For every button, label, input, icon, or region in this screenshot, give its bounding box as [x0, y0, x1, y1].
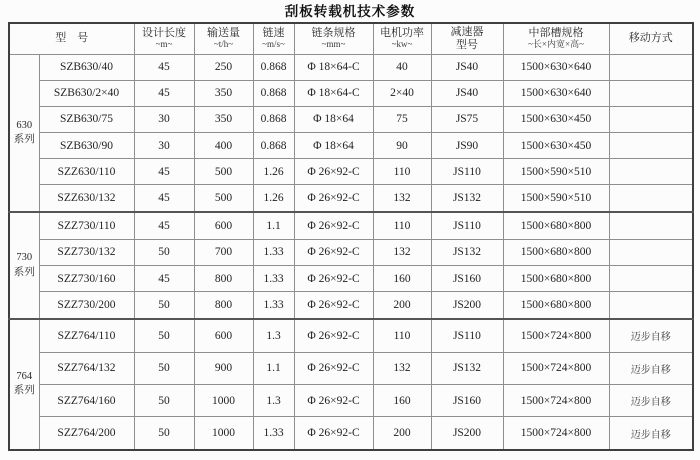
- cell-capacity: 350: [194, 106, 253, 132]
- cell-chain: Φ 26×92-C: [294, 185, 373, 212]
- cell-chain: Φ 18×64: [294, 133, 373, 159]
- cell-chain: Φ 18×64-C: [294, 80, 373, 106]
- cell-length: 45: [134, 212, 194, 239]
- group-label-764: [9, 319, 39, 450]
- header-label: 链速: [262, 27, 285, 40]
- cell-speed: 1.33: [253, 292, 294, 319]
- cell-power: 90: [373, 133, 431, 159]
- cell-chain: Φ 26×92-C: [294, 266, 373, 292]
- cell-move: 迈步自移: [609, 417, 693, 450]
- cell-length: 50: [134, 384, 194, 416]
- cell-model: SZZ764/200: [39, 417, 134, 450]
- table-row: [9, 212, 693, 239]
- page-title: 刮板转载机技术参数: [284, 4, 416, 19]
- cell-capacity: 500: [194, 159, 253, 185]
- cell-move: [609, 106, 693, 132]
- cell-trough: 1500×724×800: [503, 417, 609, 450]
- cell-model: SZZ730/132: [39, 239, 134, 265]
- cell-trough: 1500×630×640: [503, 54, 609, 80]
- table-row: [9, 319, 693, 352]
- cell-length: 50: [134, 319, 194, 352]
- cell-speed: 1.1: [253, 212, 294, 239]
- cell-length: 30: [134, 133, 194, 159]
- cell-capacity: 900: [194, 352, 253, 384]
- header-label: 型号: [456, 38, 478, 51]
- header-unit: ~mm~: [321, 39, 346, 50]
- col-header-speed: [253, 23, 294, 54]
- col-header-capacity: [194, 23, 253, 54]
- cell-trough: 1500×724×800: [503, 319, 609, 352]
- cell-speed: 1.33: [253, 266, 294, 292]
- cell-reducer: JS200: [431, 292, 503, 319]
- cell-move: [609, 212, 693, 239]
- cell-capacity: 400: [194, 133, 253, 159]
- cell-trough: 1500×630×640: [503, 80, 609, 106]
- cell-speed: 1.3: [253, 384, 294, 416]
- header-unit: ~t/h~: [213, 39, 234, 50]
- cell-trough: 1500×630×450: [503, 133, 609, 159]
- header-label: 移动方式: [628, 32, 673, 45]
- cell-move: [609, 292, 693, 319]
- cell-chain: Φ 26×92-C: [294, 319, 373, 352]
- header-unit: ~kw~: [391, 39, 413, 50]
- cell-speed: 1.26: [253, 159, 294, 185]
- cell-power: 132: [373, 185, 431, 212]
- cell-power: 2×40: [373, 80, 431, 106]
- cell-length: 50: [134, 239, 194, 265]
- cell-speed: 0.868: [253, 54, 294, 80]
- cell-reducer: JS110: [431, 212, 503, 239]
- cell-model: SZZ730/110: [39, 212, 134, 239]
- col-header-trough: [503, 23, 609, 54]
- cell-move: 迈步自移: [609, 352, 693, 384]
- cell-power: 200: [373, 292, 431, 319]
- cell-capacity: 250: [194, 54, 253, 80]
- group-label-730: [9, 212, 39, 319]
- cell-reducer: JS110: [431, 159, 503, 185]
- header-label: 设计长度: [142, 27, 186, 40]
- header-label: 型 号: [55, 32, 89, 45]
- cell-chain: Φ 26×92-C: [294, 212, 373, 239]
- group-suffix: 系列: [13, 266, 35, 278]
- cell-reducer: JS160: [431, 266, 503, 292]
- cell-reducer: JS75: [431, 106, 503, 132]
- cell-speed: 0.868: [253, 80, 294, 106]
- cell-power: 132: [373, 352, 431, 384]
- group-number: 730: [16, 252, 33, 264]
- cell-model: SZB630/2×40: [39, 80, 134, 106]
- cell-chain: Φ 26×92-C: [294, 292, 373, 319]
- cell-length: 50: [134, 292, 194, 319]
- cell-trough: 1500×680×800: [503, 239, 609, 265]
- cell-reducer: JS90: [431, 133, 503, 159]
- cell-move: [609, 185, 693, 212]
- cell-length: 45: [134, 54, 194, 80]
- cell-model: SZB630/90: [39, 133, 134, 159]
- table-row: [9, 292, 693, 319]
- cell-speed: 0.868: [253, 106, 294, 132]
- cell-move: [609, 159, 693, 185]
- cell-capacity: 500: [194, 185, 253, 212]
- cell-move: [609, 54, 693, 80]
- cell-length: 50: [134, 352, 194, 384]
- cell-reducer: JS132: [431, 239, 503, 265]
- group-suffix: 系列: [13, 133, 35, 145]
- cell-model: SZZ764/160: [39, 384, 134, 416]
- cell-length: 45: [134, 159, 194, 185]
- table-row: [9, 239, 693, 265]
- cell-model: SZZ730/160: [39, 266, 134, 292]
- cell-chain: Φ 26×92-C: [294, 159, 373, 185]
- cell-power: 110: [373, 159, 431, 185]
- cell-model: SZB630/40: [39, 54, 134, 80]
- cell-speed: 1.33: [253, 239, 294, 265]
- table-row: [9, 159, 693, 185]
- header-label: 链条规格: [311, 27, 356, 40]
- cell-reducer: JS132: [431, 352, 503, 384]
- table-row: [9, 384, 693, 416]
- cell-reducer: JS40: [431, 80, 503, 106]
- cell-reducer: JS110: [431, 319, 503, 352]
- cell-model: SZB630/75: [39, 106, 134, 132]
- cell-capacity: 600: [194, 319, 253, 352]
- col-header-power: [373, 23, 431, 54]
- table-row: [9, 106, 693, 132]
- header-label: 电机功率: [380, 27, 424, 40]
- cell-move: [609, 239, 693, 265]
- cell-speed: 1.33: [253, 417, 294, 450]
- table-row: [9, 352, 693, 384]
- table-row: [9, 185, 693, 212]
- table-row: [9, 266, 693, 292]
- cell-power: 132: [373, 239, 431, 265]
- cell-capacity: 350: [194, 80, 253, 106]
- header-unit: ~长×内宽×高~: [528, 39, 584, 50]
- cell-length: 45: [134, 266, 194, 292]
- cell-power: 110: [373, 212, 431, 239]
- cell-model: SZZ630/132: [39, 185, 134, 212]
- cell-move: [609, 80, 693, 106]
- header-unit: ~m/s~: [262, 39, 285, 50]
- cell-model: SZZ730/200: [39, 292, 134, 319]
- group-suffix: 系列: [13, 385, 35, 397]
- cell-power: 160: [373, 266, 431, 292]
- col-header-move: [609, 23, 693, 54]
- col-header-chain: [294, 23, 373, 54]
- cell-model: SZZ630/110: [39, 159, 134, 185]
- cell-move: [609, 133, 693, 159]
- table-row: [9, 417, 693, 450]
- cell-power: 110: [373, 319, 431, 352]
- table-row: [9, 80, 693, 106]
- spec-table: [8, 22, 694, 451]
- cell-trough: 1500×630×450: [503, 106, 609, 132]
- cell-chain: Φ 18×64-C: [294, 54, 373, 80]
- col-header-reducer: [431, 23, 503, 54]
- cell-trough: 1500×680×800: [503, 212, 609, 239]
- cell-length: 45: [134, 185, 194, 212]
- header-label: 中部槽规格: [528, 27, 584, 40]
- cell-power: 160: [373, 384, 431, 416]
- cell-capacity: 800: [194, 292, 253, 319]
- cell-trough: 1500×724×800: [503, 352, 609, 384]
- cell-reducer: JS40: [431, 54, 503, 80]
- cell-power: 200: [373, 417, 431, 450]
- cell-length: 30: [134, 106, 194, 132]
- cell-capacity: 800: [194, 266, 253, 292]
- group-number: 630: [16, 119, 33, 131]
- cell-move: 迈步自移: [609, 319, 693, 352]
- table-row: [9, 133, 693, 159]
- cell-trough: 1500×680×800: [503, 292, 609, 319]
- cell-power: 75: [373, 106, 431, 132]
- col-header-length: [134, 23, 194, 54]
- cell-reducer: JS132: [431, 185, 503, 212]
- cell-chain: Φ 26×92-C: [294, 239, 373, 265]
- group-number: 764: [16, 371, 33, 383]
- cell-move: 迈步自移: [609, 384, 693, 416]
- cell-length: 50: [134, 417, 194, 450]
- cell-chain: Φ 18×64: [294, 106, 373, 132]
- cell-capacity: 600: [194, 212, 253, 239]
- header-row: [9, 23, 693, 54]
- cell-length: 45: [134, 80, 194, 106]
- cell-capacity: 1000: [194, 417, 253, 450]
- cell-model: SZZ764/132: [39, 352, 134, 384]
- cell-trough: 1500×590×510: [503, 159, 609, 185]
- cell-trough: 1500×590×510: [503, 185, 609, 212]
- cell-model: SZZ764/110: [39, 319, 134, 352]
- cell-reducer: JS160: [431, 384, 503, 416]
- cell-trough: 1500×680×800: [503, 266, 609, 292]
- cell-speed: 1.26: [253, 185, 294, 212]
- table-row: [9, 54, 693, 80]
- header-label: 输送量: [207, 27, 240, 40]
- cell-speed: 1.3: [253, 319, 294, 352]
- col-header-model: [9, 23, 134, 54]
- cell-capacity: 700: [194, 239, 253, 265]
- cell-speed: 0.868: [253, 133, 294, 159]
- cell-power: 40: [373, 54, 431, 80]
- cell-chain: Φ 26×92-C: [294, 384, 373, 416]
- cell-trough: 1500×724×800: [503, 384, 609, 416]
- group-label-630: [9, 54, 39, 212]
- cell-reducer: JS200: [431, 417, 503, 450]
- cell-move: [609, 266, 693, 292]
- cell-chain: Φ 26×92-C: [294, 417, 373, 450]
- cell-chain: Φ 26×92-C: [294, 352, 373, 384]
- cell-speed: 1.1: [253, 352, 294, 384]
- header-label: 减速器: [450, 25, 484, 38]
- header-unit: ~m~: [155, 39, 173, 50]
- cell-capacity: 1000: [194, 384, 253, 416]
